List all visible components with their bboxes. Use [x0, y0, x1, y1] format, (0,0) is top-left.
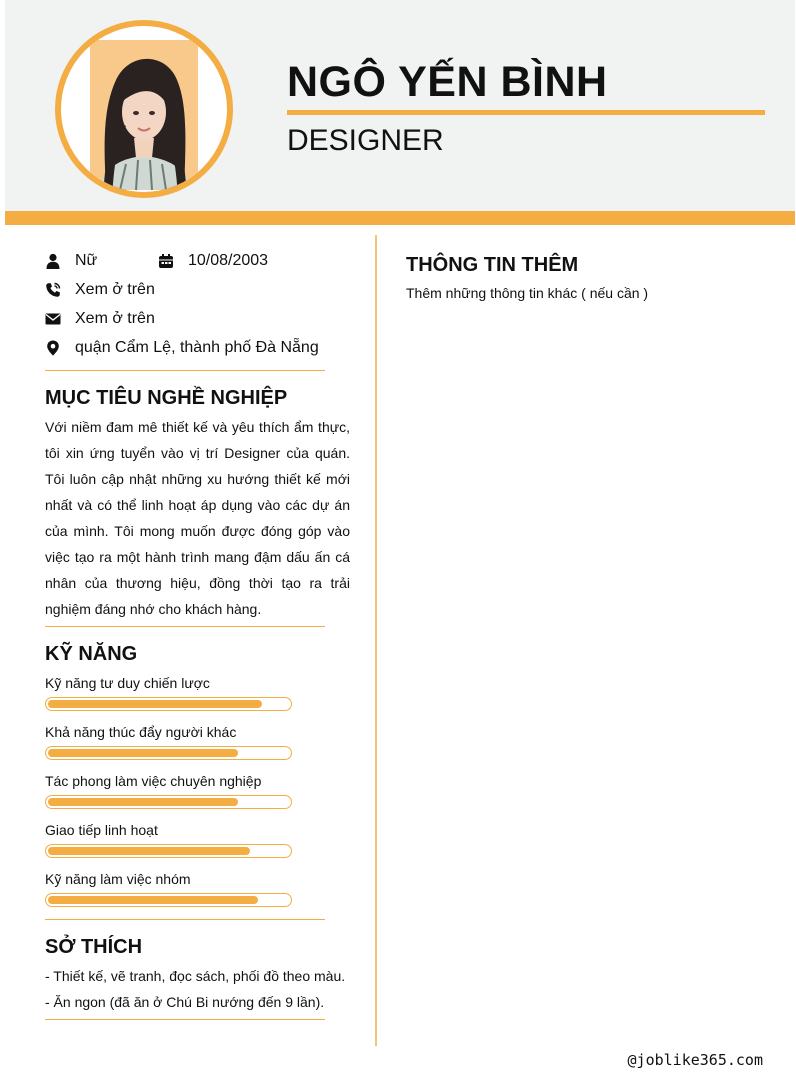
skill-bar-fill: [48, 798, 238, 806]
section-divider: [45, 919, 325, 920]
skill-label: Kỹ năng làm việc nhóm: [45, 871, 191, 887]
address-value: quận Cẩm Lệ, thành phố Đà Nẵng: [75, 339, 319, 356]
email-row: [45, 308, 155, 330]
column-divider: [375, 235, 377, 1046]
hobby-item: - Thiết kế, vẽ tranh, đọc sách, phối đồ theo màu.: [45, 968, 346, 984]
profile-photo: [90, 40, 198, 190]
skill-bar-fill: [48, 700, 262, 708]
skill-bar: [45, 893, 292, 907]
skills-heading: KỸ NĂNG: [45, 643, 138, 665]
hobby-item: - Ăn ngon (đã ăn ở Chú Bi nướng đến 9 lần).: [45, 994, 325, 1010]
skill-label: Kỹ năng tư duy chiến lược: [45, 675, 210, 691]
skill-bar-fill: [48, 847, 250, 855]
mail-icon: [45, 311, 61, 327]
address-row: [45, 337, 319, 359]
user-icon: [45, 253, 61, 269]
gender-value: Nữ: [75, 252, 98, 269]
location-pin-icon: [45, 340, 61, 356]
name-underline: [287, 110, 765, 115]
gender-row: [45, 250, 97, 272]
hobbies-heading: SỞ THÍCH: [45, 936, 143, 958]
extra-info-text: Thêm những thông tin khác ( nếu cần ): [406, 285, 649, 301]
birthdate-value: 10/08/2003: [188, 252, 269, 269]
skill-label: Khả năng thúc đẩy người khác: [45, 724, 237, 740]
calendar-icon: [158, 253, 174, 269]
skill-label: Giao tiếp linh hoạt: [45, 822, 158, 838]
skill-bar: [45, 844, 292, 858]
watermark: @joblike365.com: [627, 1051, 763, 1069]
avatar: [55, 20, 233, 198]
job-title: DESIGNER: [287, 124, 444, 157]
email-value: Xem ở trên: [75, 310, 155, 327]
phone-row: [45, 279, 155, 301]
objective-heading: MỤC TIÊU NGHỀ NGHIỆP: [45, 387, 288, 409]
extra-info-heading: THÔNG TIN THÊM: [406, 254, 579, 276]
skill-label: Tác phong làm việc chuyên nghiệp: [45, 773, 262, 789]
skill-bar: [45, 795, 292, 809]
skill-bar: [45, 697, 292, 711]
skill-bar: [45, 746, 292, 760]
skill-bar-fill: [48, 749, 238, 757]
header-accent-bar: [5, 211, 795, 225]
phone-icon: [45, 282, 61, 298]
birthdate-row: [158, 250, 268, 272]
section-divider: [45, 626, 325, 627]
phone-value: Xem ở trên: [75, 281, 155, 298]
candidate-name: NGÔ YẾN BÌNH: [287, 58, 608, 106]
objective-text: Với niềm đam mê thiết kế và yêu thích ẩm thực, tôi xin ứng tuyển vào vị trí Designer của quán. Tôi luôn cập nhật những xu hướng thiết kế mới nhất và có thể linh hoạt áp dụng vào các dự án của mình. Tôi mong muốn được đóng góp vào việc tạo ra một hành trình mang đậm dấu ấn cá nhân của thương hiệu, đồng thời tạo ra trải nghiệm đáng nhớ cho khách hàng.: [45, 419, 350, 617]
section-divider: [45, 1019, 325, 1020]
skill-bar-fill: [48, 896, 258, 904]
section-divider: [45, 370, 325, 371]
